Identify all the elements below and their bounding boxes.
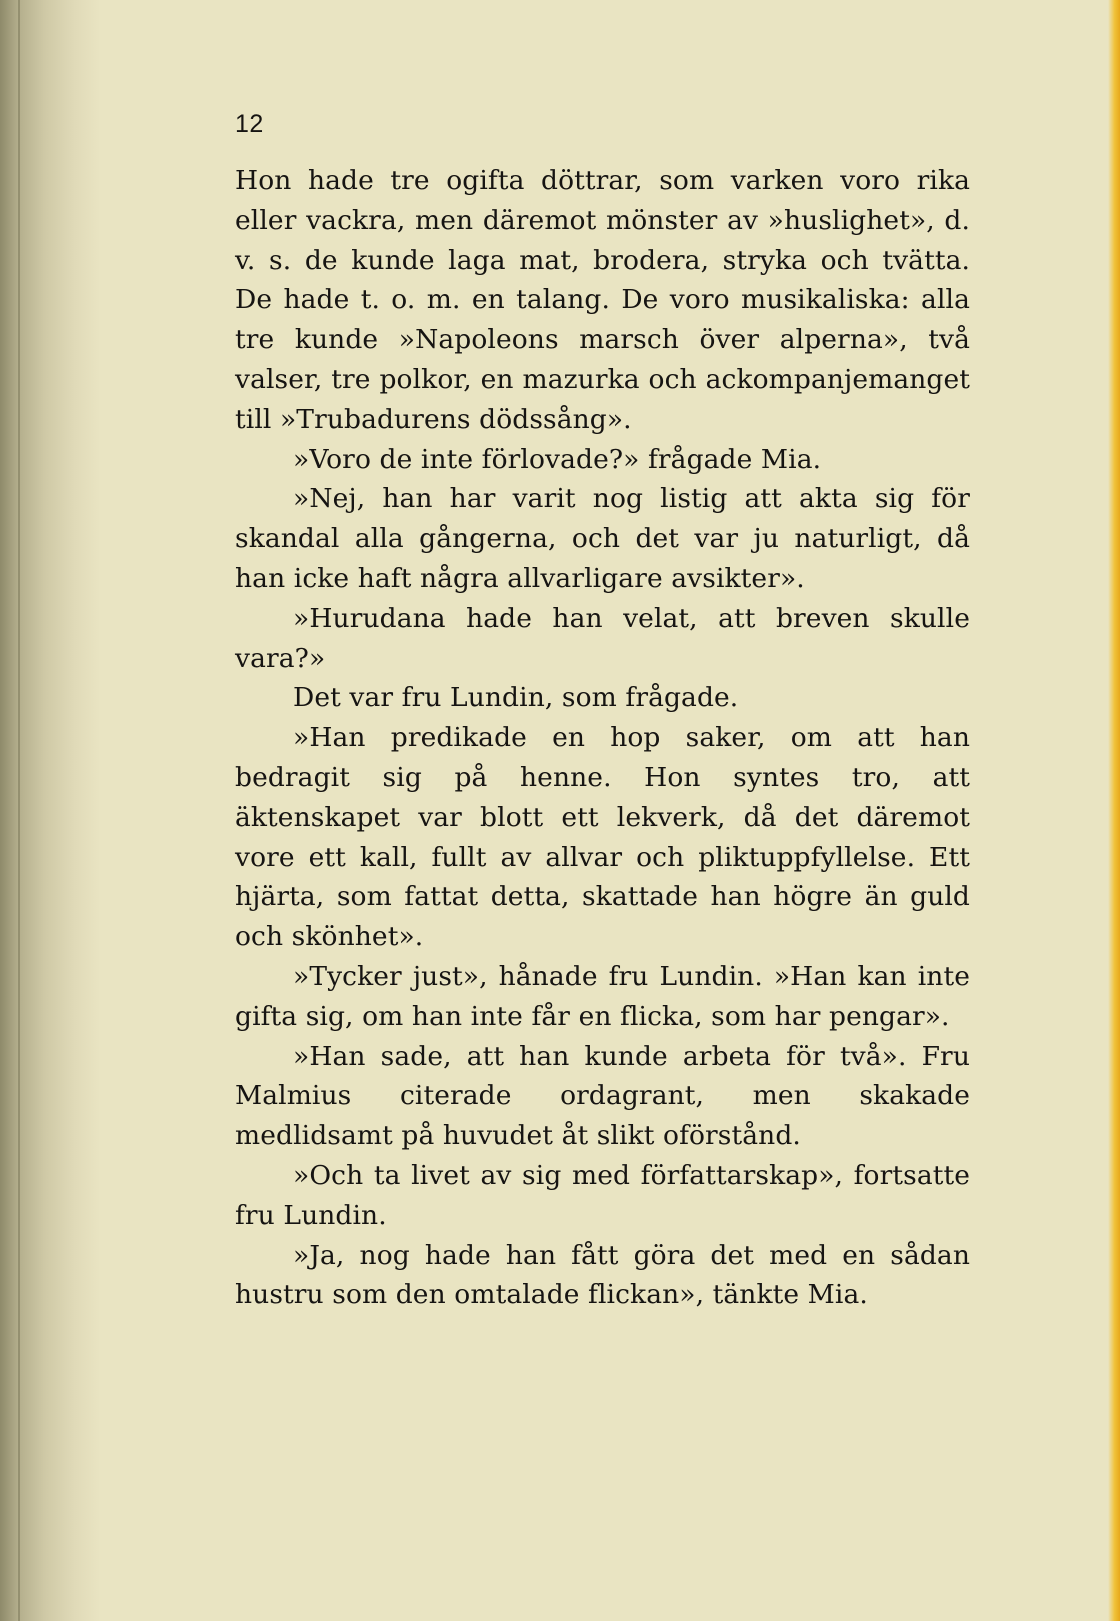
paragraph: »Han sade, att han kunde arbeta för två». Fru Malmius citerade ordagrant, men skakade medlidsamt på huvudet åt slikt oförstånd. xyxy=(235,1040,970,1152)
book-page xyxy=(235,110,970,1315)
gutter-shadow-line xyxy=(18,0,20,1621)
paragraph: Det var fru Lundin, som frågade. xyxy=(293,682,739,714)
paragraph: »Voro de inte förlovade?» frågade Mia. xyxy=(293,443,822,475)
page-number: 12 xyxy=(235,110,264,138)
paragraph: »Hurudana hade han velat, att breven skulle vara?» xyxy=(235,602,970,674)
page-edge xyxy=(1108,0,1120,1621)
paragraph: »Nej, han har varit nog listig att akta sig för skandal alla gångerna, och det var ju naturligt, då han icke haft några allvarligare avsikter». xyxy=(235,483,970,594)
paragraph: »Tycker just», hånade fru Lundin. »Han kan inte gifta sig, om han inte får en flicka, som har pengar». xyxy=(235,960,970,1032)
paragraph: »Ja, nog hade han fått göra det med en sådan hustru som den omtalade flickan», tänkte Mia. xyxy=(235,1239,970,1311)
paragraph: »Och ta livet av sig med författarskap», fortsatte fru Lundin. xyxy=(235,1159,970,1231)
text-block xyxy=(235,161,970,1315)
paragraph: »Han predikade en hop saker, om att han bedragit sig på henne. Hon syntes tro, att äktenskapet var blott ett lekverk, då det däremot vore ett kall, fullt av allvar och pliktuppfyllelse. Ett hjärta, som fattat detta, skattade han högre än guld och skönhet». xyxy=(235,722,970,953)
book-gutter xyxy=(0,0,100,1621)
paragraph: Hon hade tre ogifta döttrar, som varken voro rika eller vackra, men däremot mönster av »huslighet», d. v. s. de kunde laga mat, brodera, stryka och tvätta. De hade t. o. m. en talang. De voro musikaliska: alla tre kunde »Napoleons marsch över alperna», två valser, tre polkor, en mazurka och ackompanjemanget till »Trubadurens dödssång». xyxy=(235,165,970,435)
